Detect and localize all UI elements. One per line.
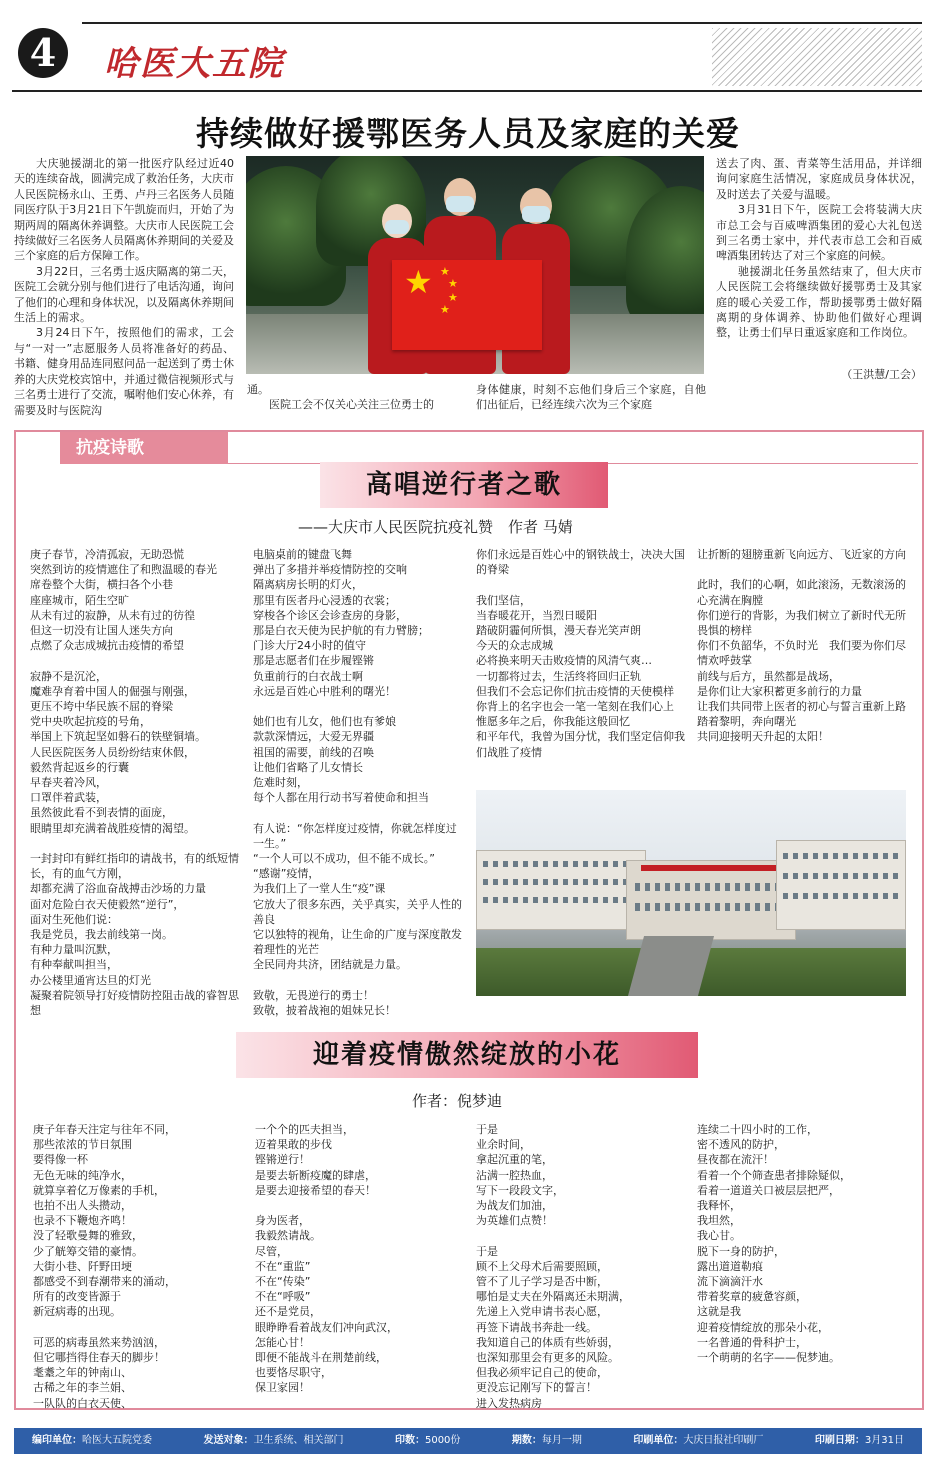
medical-team-photo	[246, 156, 704, 374]
footer-editor-value: 哈医大五院党委	[82, 1435, 152, 1446]
poem2-byline: 作者：倪梦迪	[412, 1092, 503, 1110]
photo-windows	[783, 853, 901, 859]
footer-date-value: 3月31日	[864, 1435, 904, 1446]
footer-printer-label: 印刷单位：	[633, 1435, 684, 1446]
article1-paragraph: 大庆驰援湖北的第一批医疗队经过近40天的连续奋战，圆满完成了救治任务，大庆市人民医院杨永山、王勇、卢丹三名医务人员随同医疗队于3月21日下午凯旋而归，开始了为期两周的隔离休养调整。大庆市人民医院工会持续做好三名医务人员隔离休养期间的关爱及三个家庭的后方保障工作。	[14, 157, 234, 263]
masthead-top-rule	[82, 22, 922, 24]
article1-mid-text: 通。	[247, 383, 269, 396]
poem2-column1: 庚子年春天注定与往年不同， 那些浓浓的节日氛围 要得像一杯 无色无味的纯净水， 就算享着亿万像素的手机， 也拍不出人头攒动， 也录不下鞭炮齐鸣！ 没了轻歌曼舞的雅致， 少了觥筹交错的豪情。 大街小巷、阡野田埂 都感受不到春潮带来的涌动， 所有的改变皆源于 新冠病毒的出现。 可恶的病毒虽然来势汹汹， 但它哪挡得住春天的脚步！ 耄耋之年的钟南山、 古稀之年的李兰娟、 一队队的白衣天使、	[33, 1123, 176, 1410]
masthead	[12, 14, 922, 94]
photo-windows	[483, 897, 641, 903]
footer-copies	[395, 1428, 460, 1454]
flag-small-star: ★	[448, 277, 458, 290]
article1-paragraph: 3月22日，三名勇士返庆隔离的第二天，医院工会就分别与他们进行了电话沟通，询问了他们的心理和身体状况，以及隔离休养期间生活上的需求。	[14, 264, 234, 325]
section-tab-poetry: 抗疫诗歌	[60, 432, 228, 464]
article1-signature: （王洪慧/工会）	[841, 368, 922, 381]
photo-windows	[483, 861, 641, 867]
photo-person-mask	[446, 196, 474, 212]
flag-small-star: ★	[440, 303, 450, 316]
poem2-column2: 一个个的匹夫担当， 迈着果敢的步伐 铿锵逆行！ 是要去斩断疫魔的肆虐， 是要去迎接希望的春天！ 身为医者， 我毅然请战。 尽管， 不在“重监” 不在“传染” 不在“呼吸” 还不是党员， 眼睁睁看着战友们冲向武汉， 怎能心甘！ 即便不能战斗在荆楚前线， 也要恪尽职守， 保卫家园！	[255, 1123, 398, 1395]
article1-paragraph: 送去了肉、蛋、青菜等生活用品，并详细询问家庭生活情况，家庭成员身体状况，及时送去了关爱与温暖。	[716, 157, 922, 201]
footer-date	[815, 1428, 904, 1454]
article1-paragraph: 驰援湖北任务虽然结束了，但大庆市人民医院工会将继续做好援鄂勇士及其家庭的暖心关爱工作，帮助援鄂勇士做好隔离期的身体调养、协助他们做好心理调整，让勇士们早日重返家庭和工作岗位。	[716, 264, 922, 340]
photo-windows	[783, 873, 901, 879]
footer-period-value: 每月一期	[541, 1435, 582, 1446]
photo-building	[476, 850, 646, 930]
poem2-column4: 连续二十四小时的工作， 密不透风的防护， 昼夜都在流汗！ 看着一个个筛查患者排除疑似， 看着一道道关口被层层把严， 我释怀， 我坦然， 我心甘。 脱下一身的防护， 露出道道勒痕 流下滴滴汗水 带着奖章的疲惫容颜， 这就是我 迎着疫情绽放的那朵小花， 一名普通的骨科护士， 一个萌萌的名字——倪梦迪。	[697, 1123, 851, 1365]
article1-mid-text: 医院工会不仅关心关注三位勇士的	[269, 398, 434, 412]
photo-windows	[483, 879, 641, 885]
masthead-hatch-decoration	[712, 28, 922, 86]
footer-copies-label: 印数：	[394, 1435, 425, 1446]
photo-building-main	[626, 860, 796, 940]
poem1-column3: 你们永远是百姓心中的钢铁战士，决决大国的脊梁 我们坚信， 当春暖花开，当烈日暖阳 踏破阴霾何所惧，漫天春光笑声朗 今天的众志成城 必将换来明天击败疫情的风清气爽… 一切都将过去，生活终将回归正轨 但我们不会忘记你们抗击疫情的天使模样 你背上的名字也会一笔一笔刻在我们心上 惟愿多年之后，你我能这般回忆 和平年代，我曾为国分忧，我们坚定信仰我们战胜了疫情	[476, 548, 685, 759]
article1-column3	[716, 156, 922, 341]
poem2-column3: 于是 业余时间， 拿起沉重的笔， 沾满一腔热血， 写下一段段文字， 为战友们加油， 为英雄们点赞！ 于是 顾不上父母术后需要照顾， 管不了儿子学习是否中断， 哪怕是丈夫在外隔离还未期满， 先递上入党申请书表心愿， 再签下请战书奔赴一线。 我知道自己的体质有些娇弱， 也深知那里会有更多的风险。 但我必须牢记自己的使命， 更没忘记刚写下的誓言！ 进入发热病房	[476, 1123, 630, 1410]
poem1-column4: 让折断的翅膀重新飞向远方、飞近家的方向 此时，我们的心啊，如此滚汤，无数滚汤的心充满在胸膛 你们逆行的背影，为我们树立了新时代无所畏惧的榜样 你们不负韶华，不负时光 我们要为你们尽情欢呼鼓掌 前线与后方，虽然都是战场， 是你们让大家积蓄更多前行的力量 让我们共同带上医者的初心与誓言重新上路 踏着黎明，奔向曙光 共同迎接明天升起的太阳！	[697, 548, 906, 744]
paper-name-logo: 哈医大五院	[104, 44, 284, 84]
photo-windows	[783, 893, 901, 899]
footer-period-label: 期数：	[511, 1435, 542, 1446]
photo-building	[776, 840, 906, 930]
page-number: 4	[18, 28, 68, 78]
national-flag	[392, 260, 542, 350]
poem1-title: 高唱逆行者之歌	[320, 462, 608, 508]
colophon-footer	[14, 1428, 922, 1454]
footer-printer-value: 大庆日报社印刷厂	[683, 1435, 764, 1446]
footer-copies-value: 5000份	[424, 1435, 461, 1446]
footer-recipient-value: 卫生系统、相关部门	[253, 1435, 344, 1446]
photo-person-mask	[522, 206, 550, 222]
article1-mid-column2: 身体健康，时刻不忘他们身后三个家庭，自他们出征后，已经连续六次为三个家庭	[476, 383, 706, 412]
article1-headline: 持续做好援鄂医务人员及家庭的关爱	[196, 114, 740, 153]
article1-column1	[14, 156, 234, 418]
photo-windows	[635, 903, 789, 911]
footer-recipient	[203, 1428, 343, 1454]
footer-printer	[633, 1428, 763, 1454]
article1-paragraph: 3月24日下午，按照他们的需求，工会与“一对一”志愿服务人员将准备好的药品、书籍、健身用品连同慰问品一起送到了勇士休养的大庆党校宾馆中，并通过微信视频形式与三名勇士进行了交流，嘱咐他们安心休养，有需要及时与医院沟	[14, 326, 234, 417]
poem1-byline: ——大庆市人民医院抗疫礼赞 作者 马婧	[298, 518, 573, 536]
flag-small-star: ★	[440, 265, 450, 278]
footer-editor	[32, 1428, 152, 1454]
photo-red-sign	[641, 865, 781, 871]
flag-small-star: ★	[448, 291, 458, 304]
photo-person-mask	[385, 220, 409, 234]
masthead-bottom-rule	[12, 90, 922, 92]
poem1-column1: 庚子春节，冷清孤寂，无助恐慌 突然到访的疫情遮住了和煦温暖的春光 席卷整个大街，横扫各个小巷 座座城市，陌生空旷 从未有过的寂静，从未有过的彷徨 但这一切没有让国人迷失方向 点燃了众志成城抗击疫情的希望 寂静不是沉沦， 魔难孕育着中国人的倔强与刚强， 更压不垮中华民族不屈的脊梁 党中央吹起抗疫的号角， 举国上下筑起坚如磐石的铁壁铜墙。 人民医院医务人员纷纷结束休假， 毅然背起返乡的行囊 早春夹着冷风， 口罩伴着武装， 虽然彼此看不到表情的面庞， 眼睛里却充满着战胜疫情的渴望。 一封封印有鲜红指印的请战书，有的纸短情长，有的血气方刚， 却都充满了浴血奋战搏击沙场的力量 面对危险白衣天使毅然“逆行”， 面对生死他们说： 我是党员，我去前线第一岗。 有种力量叫沉默， 有种奉献叫担当， 办公楼里通宵达旦的灯光 凝聚着院领导打好疫情防控阻击战的睿智思想	[30, 548, 239, 1018]
footer-editor-label: 编印单位：	[32, 1435, 82, 1446]
hospital-building-photo	[476, 790, 906, 996]
poem2-title: 迎着疫情傲然绽放的小花	[236, 1032, 698, 1078]
article1-mid-column1	[247, 382, 457, 413]
footer-period	[512, 1428, 582, 1454]
flag-big-star: ★	[404, 263, 433, 301]
footer-date-label: 印刷日期：	[814, 1435, 865, 1446]
poem1-column2: 电脑桌前的键盘飞舞 弹出了多措并举疫情防控的交响 隔离病房长明的灯火， 那里有医者丹心浸透的衣裳； 穿梭各个诊区会诊查房的身影， 那是白衣天使为民护航的有力臂膀； 门诊大厅24小时的值守 那是志愿者们在步履铿锵 负重前行的白衣战士啊 永远是百姓心中胜利的曙光！ 她们也有儿女，他们也有爹娘 款款深情远，大爱无界疆 祖国的需要，前线的召唤 让他们省略了儿女情长 危难时刻， 每个人都在用行动书写着使命和担当 有人说：“你怎样度过疫情，你就怎样度过一生。” “一个人可以不成功，但不能不成长。” “感谢”疫情， 为我们上了一堂人生“疫”课 它放大了很多东西，关乎真实，关乎人性的善良 它以独特的视角，让生命的广度与深度散发着理性的光芒 全民同舟共济，团结就是力量。 致敬，无畏逆行的勇士！ 致敬，披着战袍的姐妹兄长！	[253, 548, 462, 1018]
article1-paragraph: 3月31日下午，医院工会将装满大庆市总工会与百威啤酒集团的爱心大礼包送到三名勇士家中，并代表市总工会和百威啤酒集团转达了对三个家庭的问候。	[716, 203, 922, 263]
photo-windows	[635, 883, 789, 891]
footer-recipient-label: 发送对象：	[203, 1435, 254, 1446]
